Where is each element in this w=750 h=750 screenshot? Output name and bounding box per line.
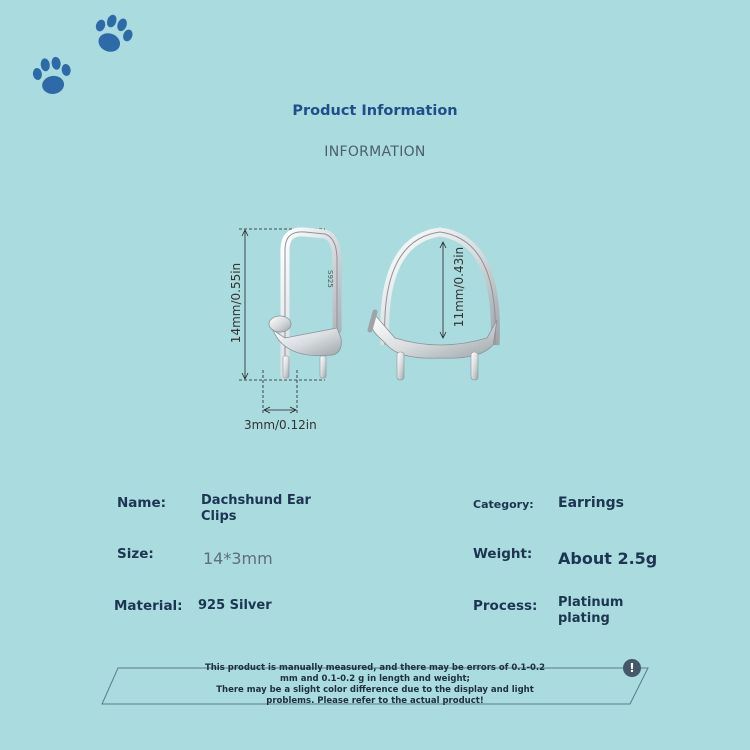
material-label: Material: — [114, 598, 183, 614]
name-label: Name: — [117, 495, 167, 511]
weight-label: Weight: — [473, 546, 533, 562]
process-value-line1: Platinum — [558, 595, 624, 610]
paw-icon — [28, 54, 76, 100]
process-label: Process: — [473, 598, 538, 614]
notice-line2: mm and 0.1-0.2 g in length and weight; — [280, 674, 470, 684]
warning-icon-glyph: ! — [629, 661, 635, 675]
size-value: 14*3mm — [203, 549, 273, 568]
earring-front-view — [370, 232, 497, 380]
name-value-line2: Clips — [201, 509, 237, 524]
height-dimension-label: 14mm/0.55in — [229, 262, 243, 344]
name-value-line1: Dachshund Ear — [201, 493, 311, 508]
notice-line3: There may be a slight color difference due to the display and light — [216, 685, 534, 695]
product-image — [225, 220, 525, 440]
warning-icon — [623, 659, 641, 677]
stamp-label: S925 — [326, 270, 334, 288]
notice-line1: This product is manually measured, and there may be errors of 0.1-0.2 — [204, 663, 546, 673]
process-value-line2: plating — [558, 611, 610, 626]
earring-side-view — [269, 232, 341, 378]
size-label: Size: — [117, 546, 154, 562]
page-title: Product Information — [292, 103, 458, 119]
weight-value: About 2.5g — [558, 549, 658, 568]
paw-icon — [88, 12, 136, 58]
category-label: Category: — [473, 498, 534, 511]
width-dimension-label: 3mm/0.12in — [244, 418, 317, 432]
page-subtitle: INFORMATION — [324, 144, 426, 160]
notice-line4: problems. Please refer to the actual product! — [266, 696, 484, 706]
material-value: 925 Silver — [198, 598, 272, 613]
inner-dimension-label: 11mm/0.43in — [452, 246, 466, 328]
category-value: Earrings — [558, 495, 624, 511]
